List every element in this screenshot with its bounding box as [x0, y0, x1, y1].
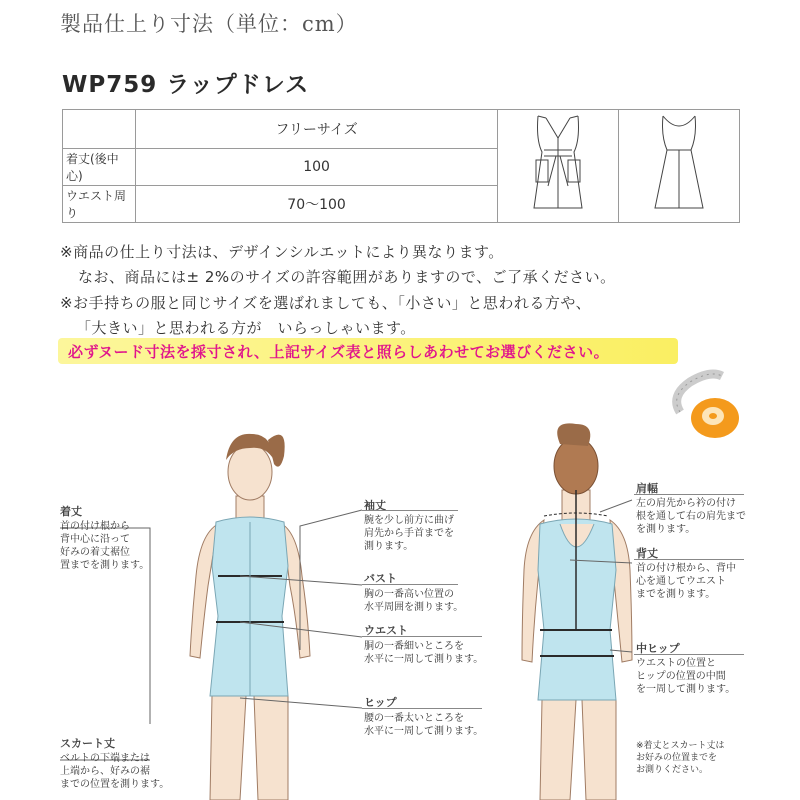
label-back-length: 背丈 [636, 547, 658, 560]
note-line-1: ※商品の仕上り寸法は、デザインシルエットにより異なります。 [60, 243, 504, 261]
desc-sleeve-length: 腕を少し前方に曲げ 肩先から手首までを 測ります。 [364, 515, 454, 552]
desc-bust: 胸の一番高い位置の 水平周囲を測ります。 [364, 589, 464, 613]
desc-skirt-length: ベルトの下端または 上端から、好みの裾 までの位置を測ります。 [60, 753, 170, 790]
label-shoulder-width: 肩幅 [636, 482, 658, 495]
note-line-2: なお、商品には± 2%のサイズの許容範囲がありますので、ご了承ください。 [78, 268, 616, 286]
page-title: 製品仕上り寸法（単位：cm） [60, 12, 358, 36]
desc-middle-hip: ウエストの位置と ヒップの位置の中間 を一周して測ります。 [636, 658, 736, 695]
row-label-length: 着丈(後中心) [63, 149, 136, 185]
row-value-waist: 70〜100 [136, 185, 498, 222]
label-total-length: 着丈 [60, 505, 82, 518]
footnote: ※着丈とスカート丈は お好みの位置までを お測りください。 [636, 741, 725, 775]
desc-back-length: 首の付け根から、背中 心を通してウエスト までを測ります。 [636, 563, 736, 600]
label-waist: ウエスト [364, 624, 408, 637]
note-line-4: 「大きい」と思われる方が いらっしゃいます。 [76, 319, 416, 337]
warning-text: 必ずヌード寸法を採寸され、上記サイズ表と照らしあわせてお選びください。 [68, 343, 610, 361]
row-value-length: 100 [136, 149, 498, 185]
label-bust: バスト [364, 572, 397, 585]
label-skirt-length: スカート丈 [60, 737, 115, 750]
label-hip: ヒップ [364, 696, 397, 709]
desc-waist: 胴の一番細いところを 水平に一周して測ります。 [364, 641, 484, 665]
desc-hip: 腰の一番太いところを 水平に一周して測ります。 [364, 713, 484, 737]
desc-total-length: 首の付け根から 背中心に沿って 好みの着丈裾位 置までを測ります。 [60, 521, 150, 571]
table-header-size: フリーサイズ [136, 110, 498, 149]
note-line-3: ※お手持ちの服と同じサイズを選ばれましても、「小さい」と思われる方や、 [60, 294, 592, 312]
label-sleeve-length: 袖丈 [364, 499, 386, 512]
row-label-waist: ウエスト周り [63, 185, 136, 222]
label-middle-hip: 中ヒップ [636, 642, 680, 655]
desc-shoulder-width: 左の肩先から衿の付け 根を通して右の肩先まで を測ります。 [636, 498, 746, 535]
product-title: WP759 ラップドレス [62, 72, 310, 98]
